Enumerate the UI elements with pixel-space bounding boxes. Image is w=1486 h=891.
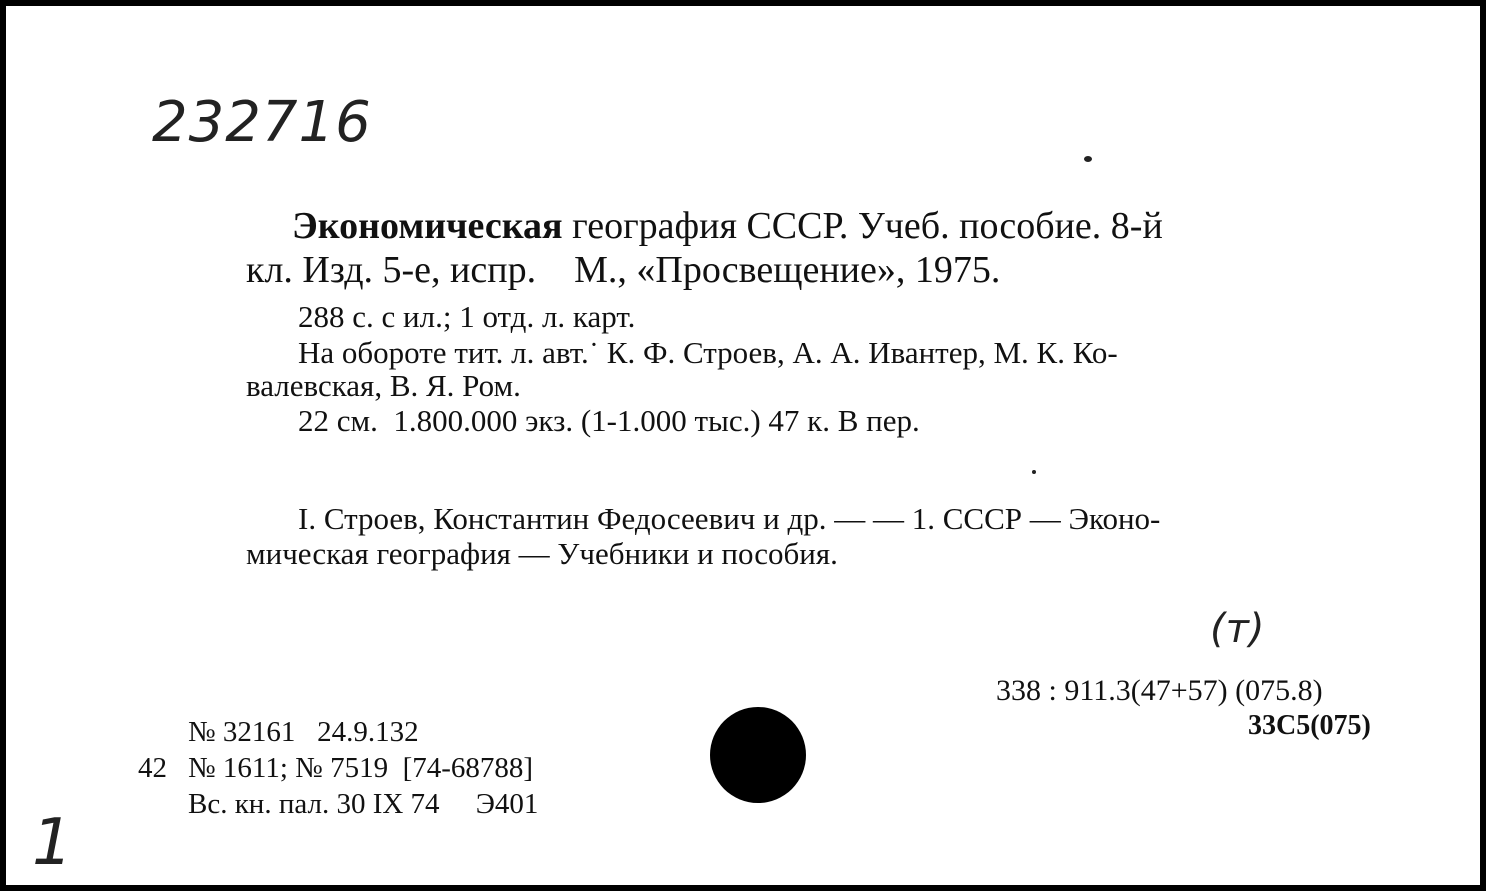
title-bold: Экономическая bbox=[292, 205, 563, 247]
ink-dot-small bbox=[1032, 470, 1036, 474]
title-line-1 bbox=[246, 204, 1416, 248]
authors-line-2: валевская, В. Я. Ром. bbox=[246, 368, 521, 403]
class-annotation: (т) bbox=[1210, 606, 1265, 652]
title-line-2: кл. Изд. 5-е, испр. М., «Просвещение», 1975. bbox=[246, 249, 1001, 291]
punch-hole bbox=[710, 707, 806, 803]
print-line-2: № 1611; № 7519 [74-68788] bbox=[188, 752, 534, 784]
accession-number: 232716 bbox=[152, 90, 372, 155]
print-line-3: Вс. кн. пал. 30 IX 74 Э401 bbox=[188, 788, 539, 820]
classification-line-1: 338 : 911.3(47+57) (075.8) bbox=[996, 674, 1323, 707]
authors-line-1: На обороте тит. л. авт.˙ К. Ф. Строев, А. А. Ивантер, М. К. Ко- bbox=[298, 335, 1118, 370]
handwritten-mark: 1 bbox=[32, 806, 73, 880]
ink-dot bbox=[1084, 156, 1092, 162]
classification-line-2: 33С5(075) bbox=[1248, 710, 1371, 741]
print-prefix: 42 bbox=[138, 752, 167, 784]
title-rest: география СССР. Учеб. пособие. 8-й bbox=[572, 205, 1163, 247]
subjects-line-2: мическая география — Учебники и пособия. bbox=[246, 536, 838, 571]
physical-line: 22 см. 1.800.000 экз. (1-1.000 тыс.) 47 к. В пер. bbox=[298, 403, 920, 438]
title-block bbox=[246, 204, 1416, 292]
pages-line: 288 с. с ил.; 1 отд. л. карт. bbox=[298, 299, 636, 334]
subjects-line-1: I. Строев, Константин Федосеевич и др. — — 1. СССР — Эконо- bbox=[298, 501, 1161, 536]
catalog-card bbox=[6, 6, 1480, 885]
print-line-1: № 32161 24.9.132 bbox=[188, 716, 419, 748]
